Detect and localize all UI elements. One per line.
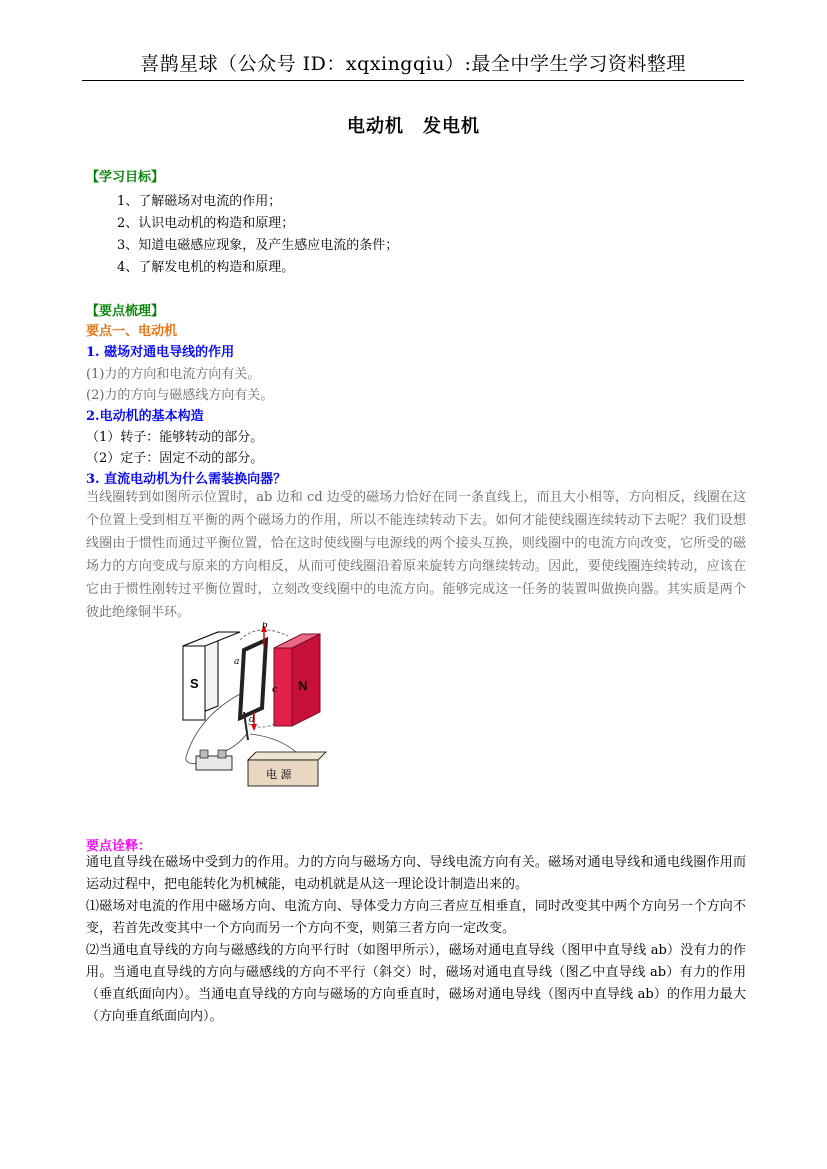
label-c: c [272,685,278,695]
subheading-force-on-wire: 1. 磁场对通电导线的作用 [86,345,235,360]
goal-item-4: 4、了解发电机的构造和原理。 [117,260,295,275]
section-heading-motor: 要点一、电动机 [86,324,178,339]
document-title: 电动机 发电机 [347,116,480,137]
motor-diagram [178,622,328,792]
structure-stator: （2）定子：固定不动的部分。 [86,451,264,466]
label-a: a [234,657,240,667]
subheading-motor-structure: 2.电动机的基本构造 [86,409,204,424]
explanation-label: 要点诠释： [86,839,152,854]
goal-item-2: 2、认识电动机的构造和原理； [117,216,295,231]
coil [240,640,266,718]
goal-item-3: 3、知道电磁感应现象，及产生感应电流的条件； [117,238,399,253]
structure-rotor: （1）转子：能够转动的部分。 [86,430,264,445]
label-d: d [249,715,255,725]
switch-post-right [218,750,226,758]
learning-goals-label: 【学习目标】 [86,170,165,185]
commutator-paragraph: 当线圈转到如图所示位置时，ab 边和 cd 边受的磁场力恰好在同一条直线上，而且大小相等，方向相反，线圈在这个位置上受到相互平衡的两个磁场力的作用，所以不能连续转动下去。如何才能使线圈连续转动下去呢？我们设想线圈由于惯性而通过平衡位置，恰在这时使线圈与电源线的两个接头互换，则线圈中的电流方向改变，它所受的磁场力的方向变成与原来的方向相反，从而可使线圈沿着原来旋转方向继续转动。因此，要使线圈连续转动，应该在它由于惯性刚转过平衡位置时，立刻改变线圈中的电流方向。能够完成这一任务的装置叫做换向器。其实质是两个彼此绝缘铜半环。 [86,490,746,620]
n-pole-label: N [298,678,308,693]
s-magnet-top [183,632,240,646]
label-b: b [262,622,268,631]
power-supply-label: 电 源 [266,768,292,781]
explanation-paragraph-3: ⑵当通电直导线的方向与磁感线的方向平行时（如图甲所示），磁场对通电直导线（图甲中直导线 ab）没有力的作用。当通电直导线的方向与磁感线的方向不平行（斜交）时，磁场对通电直导线（图乙中直导线 ab）有力的作用（垂直纸面向内）。当通电直导线的方向与磁场的方向垂直时，磁场对通电导线（图丙中直导线 ab）的作用力最大（方向垂直纸面向内）。 [86,943,746,1024]
force-point-2: (2)力的方向与磁感线方向有关。 [86,388,274,403]
page-header [82,50,744,81]
subheading-commutator: 3. 直流电动机为什么需装换向器？ [86,472,287,487]
explanation-paragraph-2: ⑴磁场对电流的作用中磁场方向、电流方向、导体受力方向三者应互相垂直，同时改变其中两个方向另一个方向不变，若首先改变其中一个方向而另一个方向不变，则第三者方向一定改变。 [86,899,746,936]
force-point-1: (1)力的方向和电流方向有关。 [86,367,261,382]
header-text: 喜鹊星球（公众号 ID：xqxingqiu）:最全中学生学习资料整理 [140,53,686,75]
explanation-paragraph-1: 通电直导线在磁场中受到力的作用。力的方向与磁场方向、导线电流方向有关。磁场对通电导线和通电线圈作用而运动过程中，把电能转化为机械能，电动机就是从这一理论设计制造出来的。 [86,855,746,892]
key-points-label: 【要点梳理】 [86,304,165,319]
force-arrowhead-down [251,724,257,731]
switch-post-left [200,750,208,758]
wire-right [250,734,296,752]
power-supply-top [248,752,326,760]
goal-item-1: 1、了解磁场对电流的作用； [117,194,282,209]
s-pole-label: S [190,676,199,691]
